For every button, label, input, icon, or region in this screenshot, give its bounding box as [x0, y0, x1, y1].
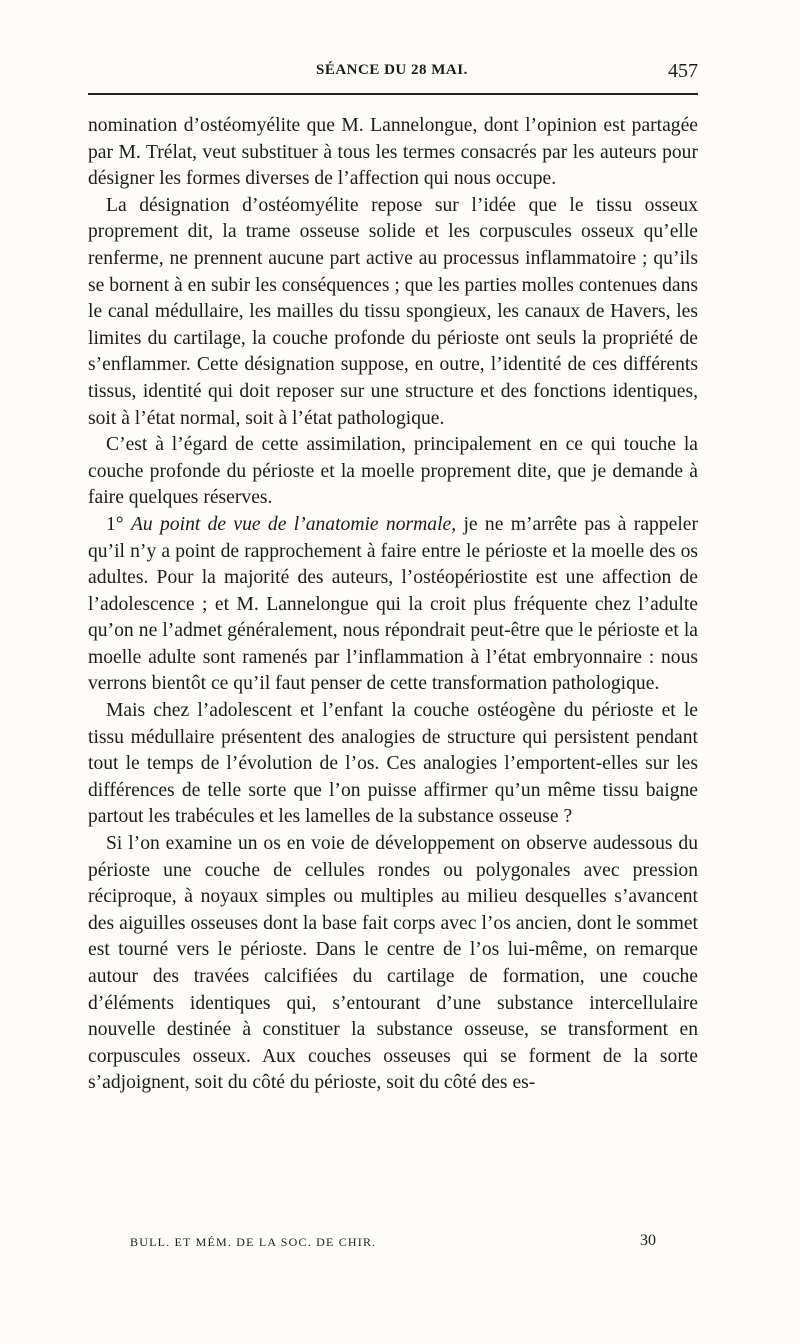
journal-source: BULL. ET MÉM. DE LA SOC. DE CHIR. [130, 1235, 377, 1249]
italic-heading: Au point de vue de l’anatomie normale, [130, 513, 457, 535]
paragraph: Mais chez l’adolescent et l’enfant la couche ostéogène du périoste et le tissu médullaire présentent des analogies de structure qui persistent pendant tout le temps de l’évolution de l’os. Ces analogies l’emportent-elles sur les différences de telle sorte que l’on puisse affirmer qu’un même tissu baigne partout les trabécules et les lamelles de la substance osseuse ? [88, 700, 698, 828]
body-text [88, 113, 698, 1097]
page-footer [130, 1232, 656, 1254]
page-number: 457 [668, 60, 698, 82]
paragraph: C’est à l’égard de cette assimilation, principalement en ce qui touche la couche profonde du périoste et la moelle proprement dite, que je demande à faire quelques réserves. [88, 434, 698, 509]
signature-mark: 30 [640, 1232, 656, 1249]
paragraph: La désignation d’ostéomyélite repose sur l’idée que le tissu osseux proprement dit, la trame osseuse solide et les corpuscules osseux qu’elle renferme, ne prennent aucune part active au processus inflammatoire ; qu’ils se bornent à en subir les conséquences ; que les parties molles contenues dans le canal médullaire, les mailles du tissu spongieux, les canaux de Havers, les limites du cartilage, la couche profonde du périoste ont seuls la propriété de s’enflammer. Cette désignation suppose, en outre, l’identité de ces différents tissus, identité qui doit reposer sur une structure et des fonctions identiques, soit à l’état normal, soit à l’état pathologique. [88, 194, 698, 429]
paragraph-continued: nomination d’ostéomyélite que M. Lannelongue, dont l’opinion est partagée par M. Trélat, veut substituer à tous les termes consacrés par les auteurs pour désigner les formes diverses de l’affection qui nous occupe. [88, 115, 698, 190]
header-rule [88, 93, 698, 95]
paragraph-number: 1° [106, 513, 131, 535]
paragraph: Si l’on examine un os en voie de développement on observe audessous du périoste une couche de cellules rondes ou polygonales avec pression réciproque, à noyaux simples ou multiples au milieu desquelles s’avancent des aiguilles osseuses dont la base fait corps avec l’os ancien, dont le sommet est tourné vers le périoste. Dans le centre de l’os lui-même, on remarque autour des travées calcifiées du cartilage de formation, une couche d’éléments identiques qui, s’entourant d’une substance intercellulaire nouvelle destinée à constituer la substance osseuse, se transforment en corpuscules osseux. Aux couches osseuses qui se forment de la sorte s’adjoignent, soit du côté du périoste, soit du côté des es- [88, 833, 698, 1094]
running-header [88, 62, 698, 86]
paragraph: 1° Au point de vue de l’anatomie normale, je ne m’arrête pas à rappeler qu’il n’y a point de rapprochement à faire entre le périoste et la moelle des os adultes. Pour la majorité des auteurs, l’ostéopériostite est une affection de l’adolescence ; et M. Lannelongue qui la croit plus fréquente chez l’adulte qu’on ne l’admet généralement, nous répondrait peut-être que le périoste et la moelle adulte sont ramenés par l’inflammation à l’état embryonnaire : nous verrons bientôt ce qu’il faut penser de cette transformation pathologique. [88, 513, 698, 695]
running-title: SÉANCE DU 28 MAI. [316, 62, 468, 78]
